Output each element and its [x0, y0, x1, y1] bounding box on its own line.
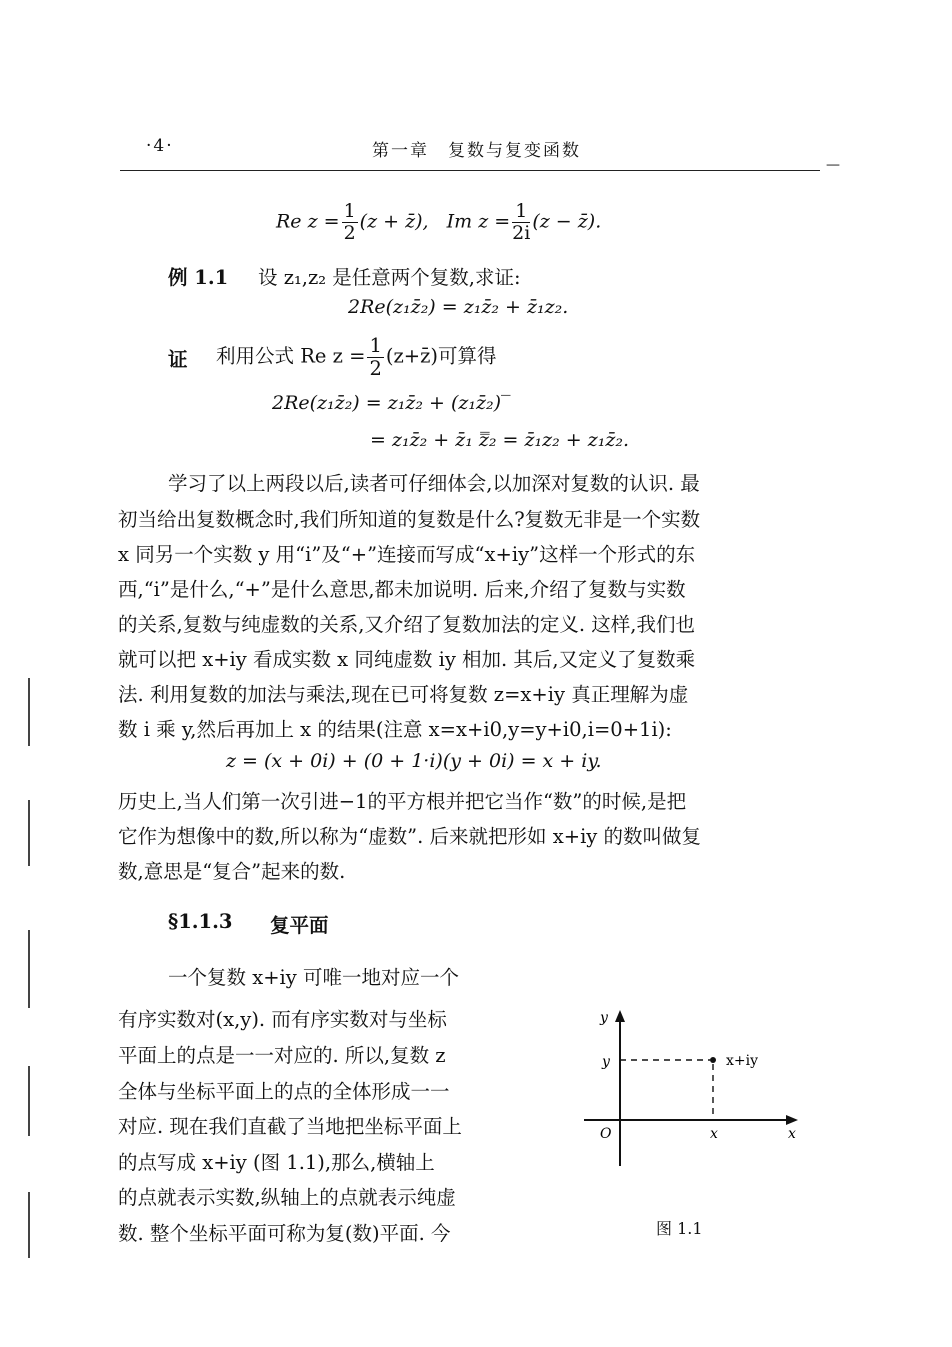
header-rule [120, 170, 820, 171]
proof-line-1: 2Re(z₁z̄₂) = z₁z̄₂ + (z₁z̄₂)‾ [272, 392, 511, 414]
paragraph-2-line-3: 数,意思是“复合”起来的数. [118, 860, 346, 883]
re-rhs: (z + z̄), [359, 210, 429, 233]
paragraph-1-line-4: 西,“i”是什么,“+”是什么意思,都未加说明. 后来,介绍了复数与实数 [118, 578, 686, 601]
paragraph-1-line-6: 就可以把 x+iy 看成实数 x 同纯虚数 iy 相加. 其后,又定义了复数乘 [118, 648, 696, 671]
formula-z: z = (x + 0i) + (0 + 1·i)(y + 0i) = x + iy. [226, 750, 602, 772]
formula-re-im [276, 202, 601, 243]
paragraph-3-line-7: 的点就表示实数,纵轴上的点就表示纯虚 [118, 1186, 456, 1209]
im-lhs: Im z = [446, 210, 511, 233]
proof-intro [216, 336, 496, 378]
paragraph-1-line-3: x 同另一个实数 y 用“i”及“+”连接而写成“x+iy”这样一个形式的东 [118, 543, 696, 566]
y-tick-label: y [602, 1054, 610, 1070]
proof-fraction [367, 336, 383, 378]
im-fraction [512, 202, 530, 243]
x-axis-arrow [786, 1115, 798, 1125]
paragraph-3-line-3: 平面上的点是一一对应的. 所以,复数 z [118, 1044, 446, 1067]
paragraph-3-line-1: 一个复数 x+iy 可唯一地对应一个 [168, 966, 459, 989]
x-axis-label: x [788, 1126, 796, 1142]
scan-mark-5 [28, 1192, 30, 1258]
scan-mark-3 [28, 930, 30, 1008]
proof-frac-den: 2 [369, 356, 382, 380]
proof-frac-num: 1 [369, 334, 382, 357]
point-x-plus-iy [710, 1057, 716, 1063]
example-label: 例 1.1 [168, 266, 229, 289]
scan-mark-4 [28, 1066, 30, 1136]
example-formula: 2Re(z₁z̄₂) = z₁z̄₂ + z̄₁z₂. [348, 296, 569, 318]
x-tick-label: x [710, 1126, 718, 1142]
page-number: ·4· [146, 136, 174, 156]
point-label: x+iy [726, 1053, 759, 1069]
figure-caption: 图 1.1 [656, 1219, 703, 1238]
scan-mark-2 [28, 800, 30, 866]
proof-text-after: (z+z̄)可算得 [385, 344, 497, 368]
paragraph-1-line-8: 数 i 乘 y,然后再加上 x 的结果(注意 x=x+i0,y=y+i0,i=0+1i): [118, 718, 672, 741]
proof-label: 证 [168, 348, 188, 371]
paragraph-1-line-2: 初当给出复数概念时,我们所知道的复数是什么?复数无非是一个实数 [118, 508, 701, 531]
paragraph-2-line-1: 历史上,当人们第一次引进−1的平方根并把它当作“数”的时候,是把 [118, 790, 687, 813]
proof-line-2: = z₁z̄₂ + z̄₁ z̿₂ = z̄₁z₂ + z₁z̄₂. [370, 429, 630, 451]
re-fraction [342, 202, 358, 243]
im-frac-den: 2i [512, 222, 531, 244]
section-number: §1.1.3 [168, 910, 233, 933]
y-axis-arrow [615, 1010, 625, 1022]
y-axis-label: y [600, 1010, 608, 1026]
paragraph-1-line-5: 的关系,复数与纯虚数的关系,又介绍了复数加法的定义. 这样,我们也 [118, 613, 695, 636]
example-statement: 设 z₁,z₂ 是任意两个复数,求证: [258, 266, 521, 289]
figure-complex-plane [570, 1000, 810, 1180]
paragraph-3-line-6: 的点写成 x+iy (图 1.1),那么,横轴上 [118, 1151, 435, 1174]
re-lhs: Re z = [276, 210, 340, 233]
proof-text-before: 利用公式 Re z = [216, 344, 366, 368]
re-frac-den: 2 [343, 222, 356, 244]
running-title: 第一章 复数与复变函数 [372, 141, 581, 161]
paragraph-1-line-7: 法. 利用复数的加法与乘法,现在已可将复数 z=x+iy 真正理解为虚 [118, 683, 689, 706]
section-title: 复平面 [270, 914, 329, 937]
origin-label: O [600, 1126, 612, 1142]
paragraph-3-line-4: 全体与坐标平面上的点的全体形成一一 [118, 1080, 450, 1103]
paragraph-2-line-2: 它作为想像中的数,所以称为“虚数”. 后来就把形如 x+iy 的数叫做复 [118, 825, 702, 848]
im-rhs: (z − z̄). [532, 210, 602, 233]
paragraph-3-line-2: 有序实数对(x,y). 而有序实数对与坐标 [118, 1008, 447, 1031]
paragraph-1-line-1: 学习了以上两段以后,读者可仔细体会,以加深对复数的认识. 最 [168, 472, 700, 495]
scan-mark-1 [28, 678, 30, 746]
header-dash: — [826, 157, 842, 173]
paragraph-3-line-5: 对应. 现在我们直截了当地把坐标平面上 [118, 1115, 462, 1138]
im-frac-num: 1 [512, 202, 530, 223]
re-frac-num: 1 [343, 200, 356, 222]
paragraph-3-line-8: 数. 整个坐标平面可称为复(数)平面. 今 [118, 1222, 451, 1245]
